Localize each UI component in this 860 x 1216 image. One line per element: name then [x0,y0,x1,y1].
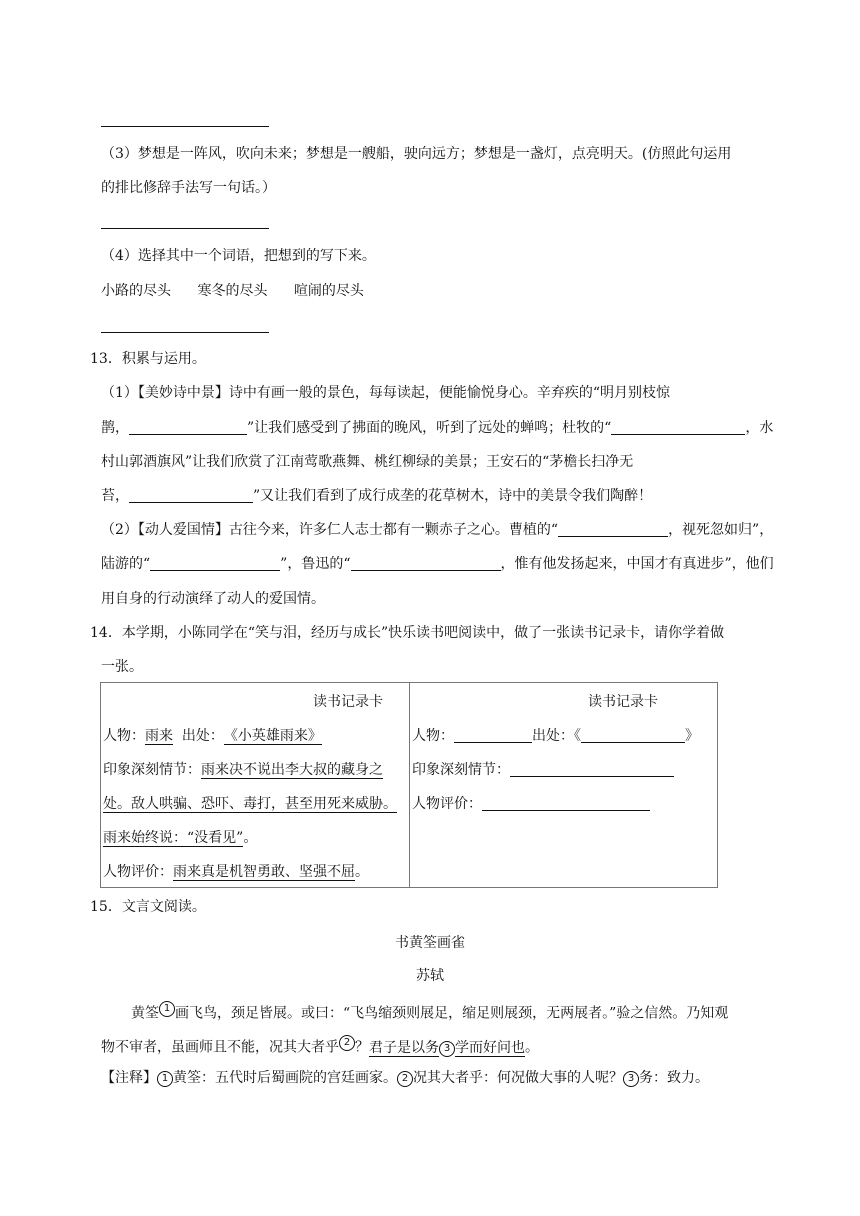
card-title: 读书记录卡 [588,694,658,710]
fill-blank[interactable] [611,420,745,435]
note-marker: 3 [439,1041,455,1057]
q12-word-options [101,281,751,301]
q15-title: 15．文言文阅读。 [90,899,206,915]
answer-blank-line[interactable] [101,228,269,229]
card-title: 读书记录卡 [313,694,383,710]
note-marker: 1 [159,1004,175,1015]
poem-author: 苏轼 [416,968,444,984]
q13-line2: 鹊， ”让我们感受到了拂面的晚风，听到了远处的蝉鸣；杜牧的“ ，水 [101,420,774,436]
word-option: 小路的尽头 [101,283,171,299]
fill-blank[interactable] [150,556,280,571]
card-eval-row: 人物评价：雨来真是机智勇敢、坚强不屈。 [103,864,369,880]
q13-title: 13．积累与运用。 [90,351,206,367]
record-card-example [101,683,410,888]
reading-record-table [100,682,718,888]
fill-blank[interactable] [581,728,685,743]
fill-blank[interactable] [129,420,247,435]
q12-part3-line1: （3）梦想是一阵风，吹向未来；梦想是一艘船，驶向远方；梦想是一盏灯，点亮明天。(仿照此句运用 [101,146,732,162]
note-marker: 2 [339,1038,355,1049]
q14-line1: 14．本学期，小陈同学在“笑与泪，经历与成长”快乐读书吧阅读中，做了一张读书记录卡，请你学着做 [90,625,725,641]
word-option: 喧闹的尽头 [293,283,364,299]
classical-text-line1: 黄筌 $^1$ 画飞鸟，颈足皆展。或曰：“飞鸟缩颈则展足，缩足则展颈，无两展者。”验之信然。乃知观 [131,1003,729,1022]
q12-part4: （4）选择其中一个词语，把想到的写下来。 [101,248,376,264]
card-person-row: 人物： 出处：《 》 [412,728,699,744]
card-detail-row-2: 处。敌人哄骗、恐吓、毒打，甚至用死来威胁。 [103,796,397,812]
poem-title: 书黄筌画雀 [395,935,465,951]
q12-part3-line2: 的排比修辞手法写一句话。） [101,180,276,196]
card-detail-row: 印象深刻情节： [412,760,674,780]
fill-blank[interactable] [454,728,532,743]
record-card-blank [410,683,718,888]
word-option: 寒冬的尽头 [197,283,268,299]
card-eval-row: 人物评价： [412,794,650,814]
fill-blank[interactable] [558,522,668,537]
q13-line1: （1）【美妙诗中景】诗中有画一般的景色，每每读起，便能愉悦身心。辛弃疾的“明月别枝惊 [101,385,671,401]
fill-blank[interactable] [351,556,501,571]
card-detail-row-3: 雨来始终说：“没看见”。 [103,830,258,846]
fill-blank[interactable] [510,762,674,777]
card-detail-row: 印象深刻情节：雨来决不说出李大叔的藏身之 [103,762,383,778]
fill-blank[interactable] [482,796,650,811]
q14-line2: 一张。 [101,659,143,675]
q13-line7: 用自身的行动演绎了动人的爱国情。 [101,591,325,607]
card-person-row: 人物：雨来 出处：《小英雄雨来》 [103,728,322,744]
q13-line6: 陆游的“ ”，鲁迅的“ ，惟有他发扬起来，中国才有真进步”，他们 [101,556,774,572]
answer-blank-line[interactable] [101,332,269,333]
fill-blank[interactable] [129,488,253,503]
q13-line3: 村山郭酒旗风”让我们欣赏了江南莺歌燕舞、桃红柳绿的美景；王安石的“茅檐长扫净无 [101,454,634,470]
q13-line5: （2）【动人爱国情】古往今来，许多仁人志士都有一颗赤子之心。曹植的“ ，视死忽如归”， [101,522,774,538]
classical-text-line2: 物不审者，虽画师且不能，况其大者乎 $^2$ ？君子是以务 3 学而好问也。 [101,1037,539,1056]
annotation-line: 【注释】 1 黄筌：五代时后蜀画院的宫廷画家。 2 况其大者乎：何况做大事的人呢？ 3 务：致力。 [101,1070,709,1086]
q13-line4: 苔， ”又让我们看到了成行成垄的花草树木，诗中的美景令我们陶醉！ [101,488,653,504]
answer-blank-line[interactable] [101,126,269,127]
